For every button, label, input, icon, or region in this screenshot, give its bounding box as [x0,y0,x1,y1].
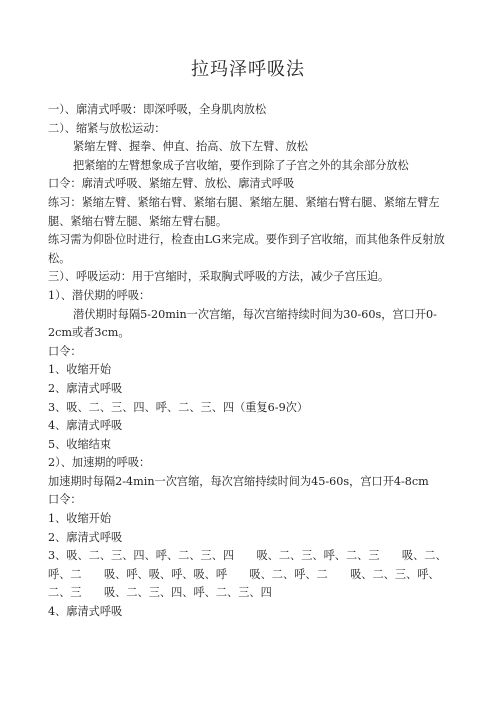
latent-step-5: 5、收缩结束 [48,437,112,451]
active-command-label: 口令： [48,493,82,507]
latent-step-4: 4、廓清式呼吸 [48,419,123,433]
active-step-1: 1、收缩开始 [48,512,112,526]
section-3-heading: 三）、呼吸运动：用于宫缩时，采取胸式呼吸的方法，减少子宫压迫。 [48,270,390,284]
active-step-3: 3、吸、二、三、四、呼、二、三、四 吸、二、三、呼、二、三 吸、二、呼、二 吸、呼、吸、呼、吸、呼 吸、二、呼、二 吸、二、三、呼、二、三 吸、二、三、四、呼、二、三、四 [48,549,447,600]
active-phase-heading: 2）、加速期的呼吸： [48,456,151,470]
section-1-line: 一）、廓清式呼吸：即深呼吸，全身肌肉放松 [48,103,267,116]
section-2-note: 把紧缩的左臂想象成子宫收缩，要作到除了子宫之外的其余部分放松 [73,158,409,172]
active-step-2: 2、廓清式呼吸 [48,530,123,544]
latent-step-2: 2、廓清式呼吸 [48,381,123,395]
latent-phase-heading: 1）、潜伏期的呼吸： [48,288,151,302]
section-2-practice: 练习：紧缩左臂、紧缩右臂、紧缩右腿、紧缩左腿、紧缩右臂右腿、紧缩左臂左腿、紧缩右臂左腿、紧缩左臂右腿。 [48,195,440,228]
section-2-practice-note: 练习需为仰卧位时进行，检查由LG来完成。要作到子宫收缩，而其他条件反射放松。 [48,233,445,265]
section-2-step: 紧缩左臂、握拳、伸直、抬高、放下左臂、放松 [73,140,308,154]
section-2-heading: 二）、缩紧与放松运动： [48,121,166,135]
active-phase-description: 加速期时每隔2-4min一次宫缩，每次宫缩持续时间为45-60s，宫口开4-8cm [48,474,429,488]
latent-step-3: 3、吸、二、三、四、呼、二、三、四（重复6-9次） [48,400,309,414]
active-step-4: 4、廓清式呼吸 [48,605,123,619]
latent-command-label: 口令： [48,344,82,358]
latent-phase-description: 潜伏期时每隔5-20min一次宫缩，每次宫缩持续时间为30-60s，宫口开0-2cm或者3cm。 [48,307,437,340]
document-title: 拉玛泽呼吸法 [191,59,305,80]
latent-step-1: 1、收缩开始 [48,363,112,377]
section-2-command: 口令：廓清式呼吸、紧缩左臂、放松、廓清式呼吸 [48,177,295,191]
